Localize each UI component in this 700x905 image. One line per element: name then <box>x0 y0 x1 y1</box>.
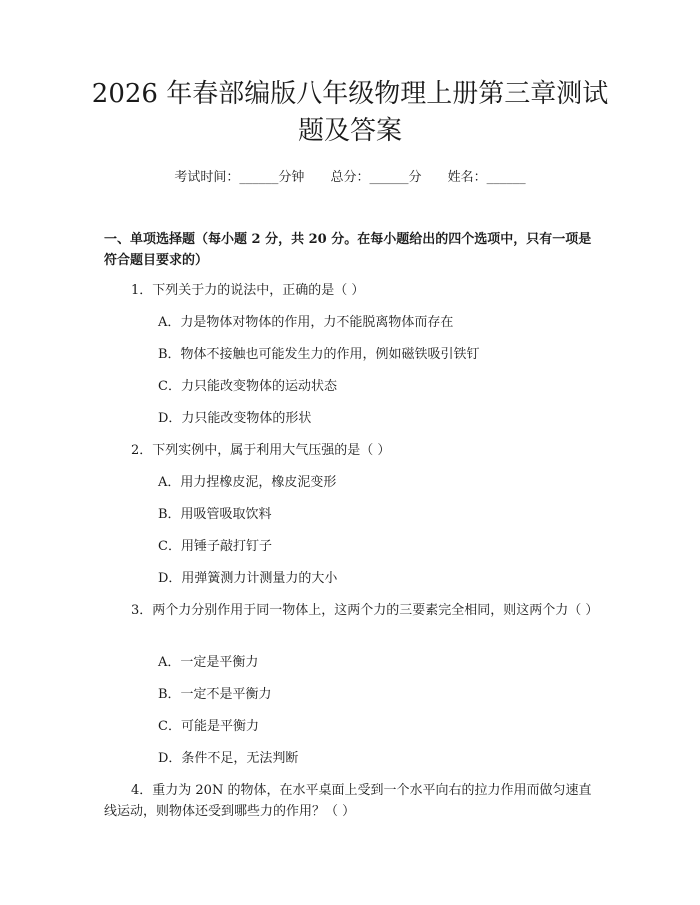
question-3-option-c: C．可能是平衡力 <box>158 719 259 734</box>
student-name-field: 姓名：______ <box>447 170 526 185</box>
exam-meta <box>0 169 700 187</box>
question-1-option-a: A．力是物体对物体的作用，力不能脱离物体而存在 <box>158 315 454 330</box>
question-3-option-a: A．一定是平衡力 <box>158 655 259 670</box>
question-1-stem: 1．下列关于力的说法中，正确的是（ ） <box>131 283 365 298</box>
document-title: 2026 年春部编版八年级物理上册第三章测试题及答案 <box>91 79 609 146</box>
exam-time-field: 考试时间：______分钟 <box>174 170 305 185</box>
section-heading-single-choice: 一、单项选择题（每小题 2 分，共 20 分。在每小题给出的四个选项中，只有一项是符合题目要求的） <box>104 232 592 268</box>
question-3-option-d: D．条件不足，无法判断 <box>158 751 299 766</box>
question-2-option-a: A．用力捏橡皮泥，橡皮泥变形 <box>158 475 337 490</box>
question-1-option-b: B．物体不接触也可能发生力的作用，例如磁铁吸引铁钉 <box>158 347 480 362</box>
question-1-option-d: D．力只能改变物体的形状 <box>158 411 312 426</box>
question-2-option-c: C．用锤子敲打钉子 <box>158 539 272 554</box>
question-1-option-c: C．力只能改变物体的运动状态 <box>158 379 337 394</box>
question-2-option-d: D．用弹簧测力计测量力的大小 <box>158 571 338 586</box>
question-4-stem: 4．重力为 20N 的物体，在水平桌面上受到一个水平向右的拉力作用而做匀速直线运动，则物体还受到哪些力的作用？（ ） <box>104 783 592 819</box>
total-score-field: 总分：______分 <box>330 170 422 185</box>
question-2-stem: 2．下列实例中，属于利用大气压强的是（ ） <box>131 443 391 458</box>
question-2-option-b: B．用吸管吸取饮料 <box>158 507 272 522</box>
question-3-stem: 3．两个力分别作用于同一物体上，这两个力的三要素完全相同，则这两个力（ ） <box>131 603 599 618</box>
question-3-option-b: B．一定不是平衡力 <box>158 687 272 702</box>
